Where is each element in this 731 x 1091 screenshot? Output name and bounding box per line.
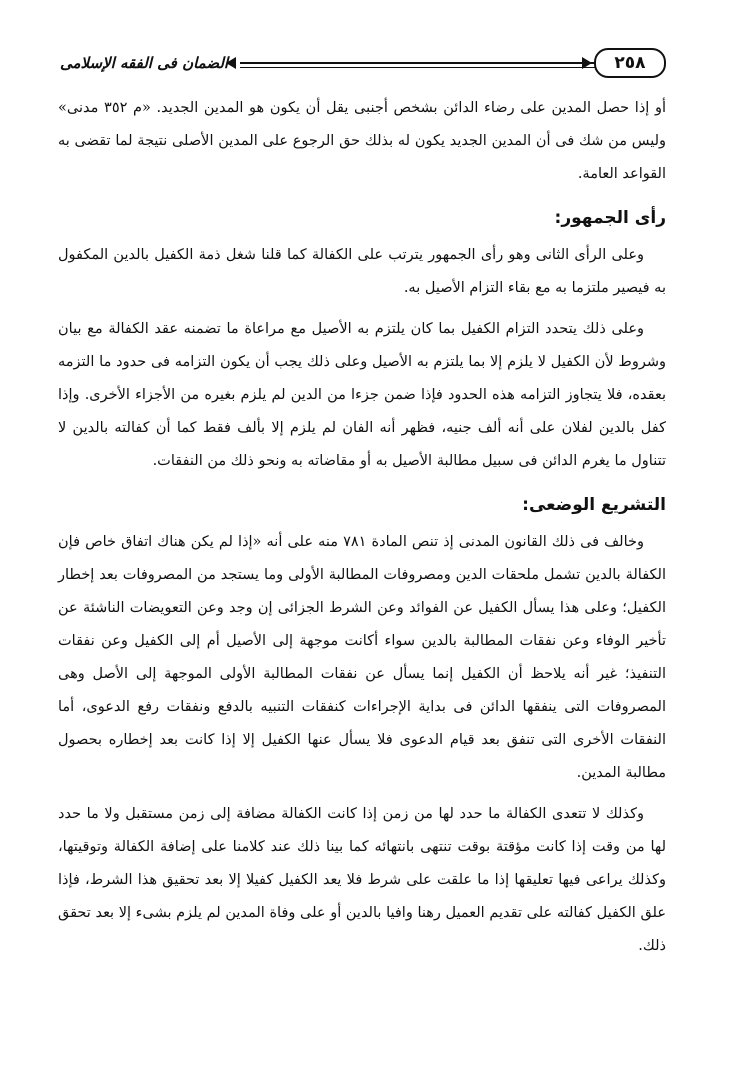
- heading-wadi: التشريع الوضعى:: [522, 495, 666, 515]
- page-header: [60, 48, 666, 88]
- jumhur-paragraph-1: وعلى الرأى الثانى وهو رأى الجمهور يترتب على الكفالة كما قلنا شغل ذمة الكفيل بالدين المكفول به فيصير ملتزما به مع بقاء التزام الأصيل به.: [58, 247, 666, 296]
- page-number: ٢٥٨: [594, 48, 666, 78]
- jumhur-paragraph-2: وعلى ذلك يتحدد التزام الكفيل بما كان يلتزم به الأصيل مع مراعاة ما تضمنه عقد الكفالة مع بيان وشروط لأن الكفيل لا يلزم إلا بما يلتزم به الأصيل وعلى ذلك يجب أن يكون التزامه فى حدود ما التزمه بعقده، فلا يتجاوز التزامه هذه الحدود فإذا ضمن جزءا من الدين لم يلزم بغيره من الأجزاء الأخرى. وإذا كفل بالدين لفلان على أنه ألف جنيه، فظهر أنه الفان لم يلزم إلا بألف فقط كما أن كفالته بالدين لا تتناول ما يغرم الدائن فى سبيل مطالبة الأصيل به أو مقاضاته به ونحو ذلك من النفقات.: [58, 321, 666, 469]
- page-body: [58, 92, 666, 963]
- header-rule: [240, 62, 640, 72]
- header-arrow-right-icon: [582, 57, 592, 69]
- header-arrow-left-icon: [226, 57, 236, 69]
- running-title: الضمان فى الفقه الإسلامى: [60, 54, 229, 72]
- wadi-paragraph-1: وخالف فى ذلك القانون المدنى إذ تنص المادة ٧٨١ منه على أنه «إذا لم يكن هناك اتفاق خاص فإن الكفالة بالدين تشمل ملحقات الدين ومصروفات المطالبة الأولى وما يستجد من المصروفات بعد إخطار الكفيل؛ وعلى هذا يسأل الكفيل عن الفوائد وعن الشرط الجزائى إن وجد وعن التعويضات الناشئة عن تأخير الوفاء وعن نفقات المطالبة بالدين سواء أكانت موجهة إلى الأصيل أم إلى الكفيل وعن نفقات التنفيذ؛ غير أنه يلاحظ أن الكفيل إنما يسأل عن نفقات المطالبة الأولى الموجهة إلى الأصل وهى المصروفات التى ينفقها الدائن فى بداية الإجراءات كنفقات التنبيه بالدفع ونفقات رفع الدعوى، أما النفقات الأخرى التى تنفق بعد قيام الدعوى فلا يسأل عنها الكفيل إلا إذا كانت بعد إخطاره بحصول مطالبة المدين.: [58, 534, 666, 781]
- wadi-paragraph-2: وكذلك لا تتعدى الكفالة ما حدد لها من زمن إذا كانت الكفالة مضافة إلى زمن مستقبل ولا ما حدد لها من وقت إذا كانت مؤقتة بوقت تنتهى بانتهائه كما بينا ذلك عند كلامنا على إضافة الكفالة وتوقيتها، وكذلك يراعى فيها تعليقها إذا ما علقت على شرط فلا يعد الكفيل كفيلا إلا بعد تحقيق هذا الشرط، فإذا علق الكفيل كفالته على تقديم العميل رهنا وافيا بالدين أو على وفاة المدين لم يلزم بشىء إلا بعد تحقق ذلك.: [58, 806, 666, 954]
- intro-paragraph: أو إذا حصل المدين على رضاء الدائن بشخص أجنبى يقل أن يكون هو المدين الجديد. «م ٣٥٢ مدنى» وليس من شك فى أن المدين الجديد يكون له بذلك حق الرجوع على المدين الأصلى نتيجة لما تقضى به القواعد العامة.: [58, 100, 666, 182]
- heading-jumhur: رأى الجمهور:: [554, 208, 666, 228]
